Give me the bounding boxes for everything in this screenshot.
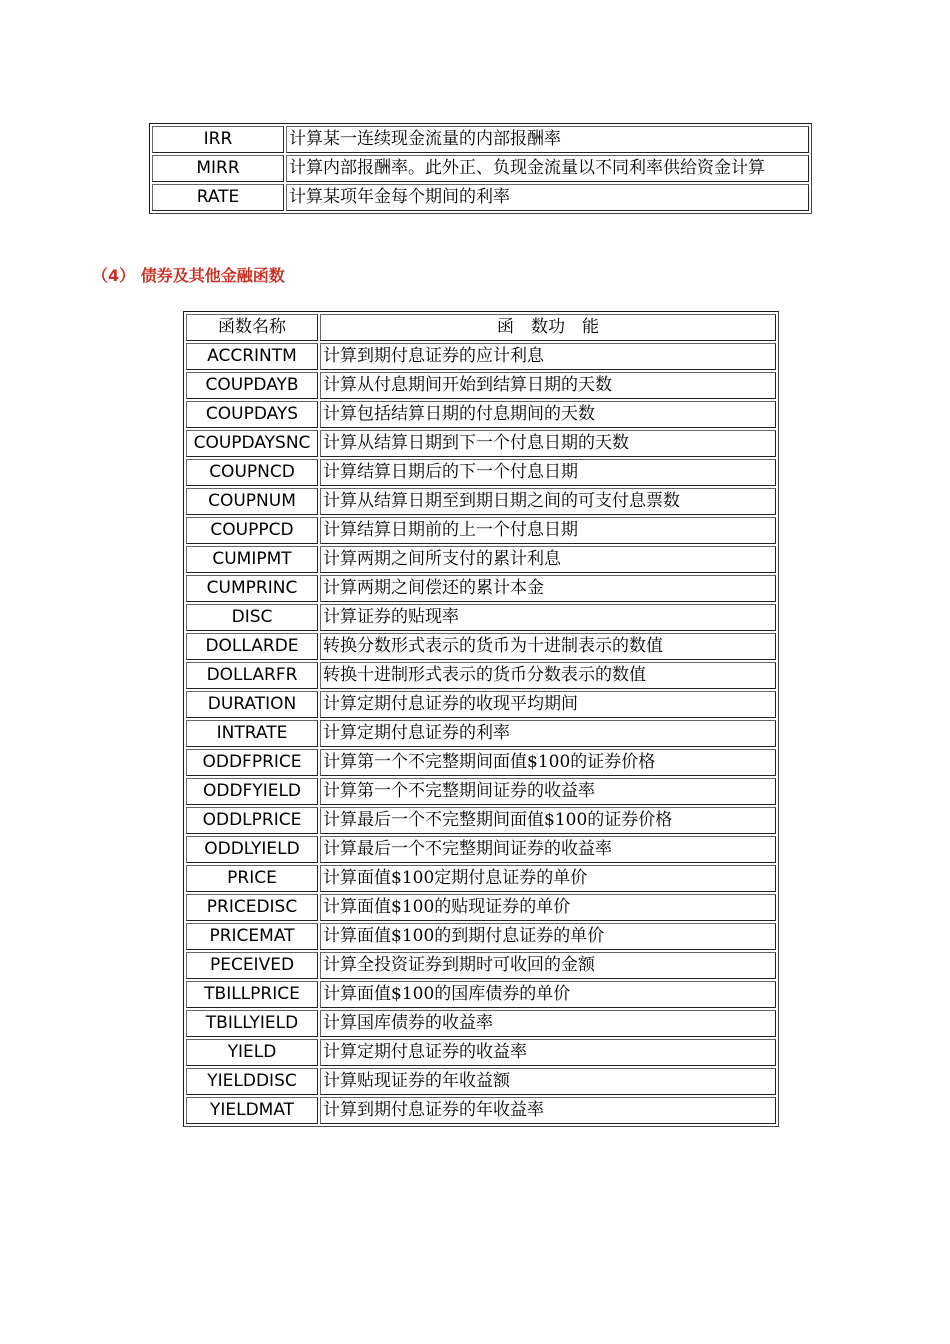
function-desc-cell: 计算某一连续现金流量的内部报酬率 bbox=[286, 126, 809, 153]
header-desc-cell: 函 数功 能 bbox=[320, 314, 776, 341]
function-name-cell: YIELDDISC bbox=[186, 1068, 318, 1095]
function-desc-cell: 计算定期付息证券的利率 bbox=[320, 720, 776, 747]
function-name-cell: RATE bbox=[152, 184, 284, 211]
table-row bbox=[186, 343, 776, 370]
function-desc-cell: 计算证券的贴现率 bbox=[320, 604, 776, 631]
function-name-cell: DISC bbox=[186, 604, 318, 631]
function-name-cell: ODDFYIELD bbox=[186, 778, 318, 805]
function-desc-cell: 计算某项年金每个期间的利率 bbox=[286, 184, 809, 211]
table-row bbox=[186, 488, 776, 515]
table-row bbox=[186, 372, 776, 399]
table-row bbox=[186, 459, 776, 486]
table-row bbox=[186, 981, 776, 1008]
function-name-cell: DURATION bbox=[186, 691, 318, 718]
function-name-cell: ODDLPRICE bbox=[186, 807, 318, 834]
function-desc-cell: 计算两期之间所支付的累计利息 bbox=[320, 546, 776, 573]
table-row bbox=[186, 894, 776, 921]
function-name-cell: PRICE bbox=[186, 865, 318, 892]
function-name-cell: COUPNUM bbox=[186, 488, 318, 515]
table-row bbox=[186, 749, 776, 776]
function-desc-cell: 转换十进制形式表示的货币分数表示的数值 bbox=[320, 662, 776, 689]
function-name-cell: TBILLPRICE bbox=[186, 981, 318, 1008]
table-row bbox=[186, 778, 776, 805]
function-name-cell: YIELD bbox=[186, 1039, 318, 1066]
function-desc-cell: 计算面值$100的到期付息证券的单价 bbox=[320, 923, 776, 950]
function-desc-cell: 计算从付息期间开始到结算日期的天数 bbox=[320, 372, 776, 399]
function-desc-cell: 计算最后一个不完整期间证券的收益率 bbox=[320, 836, 776, 863]
table-row bbox=[186, 604, 776, 631]
table-row bbox=[186, 546, 776, 573]
function-name-cell: DOLLARFR bbox=[186, 662, 318, 689]
function-desc-cell: 计算包括结算日期的付息期间的天数 bbox=[320, 401, 776, 428]
function-name-cell: ODDLYIELD bbox=[186, 836, 318, 863]
table-row bbox=[186, 720, 776, 747]
function-desc-cell: 转换分数形式表示的货币为十进制表示的数值 bbox=[320, 633, 776, 660]
table-row bbox=[186, 691, 776, 718]
table-row bbox=[186, 1068, 776, 1095]
function-name-cell: DOLLARDE bbox=[186, 633, 318, 660]
function-name-cell: CUMPRINC bbox=[186, 575, 318, 602]
function-name-cell: PRICEDISC bbox=[186, 894, 318, 921]
function-desc-cell: 计算从结算日期至到期日期之间的可支付息票数 bbox=[320, 488, 776, 515]
function-name-cell: COUPDAYS bbox=[186, 401, 318, 428]
function-name-cell: MIRR bbox=[152, 155, 284, 182]
function-name-cell: CUMIPMT bbox=[186, 546, 318, 573]
table-row bbox=[186, 517, 776, 544]
function-name-cell: IRR bbox=[152, 126, 284, 153]
function-desc-cell: 计算面值$100的国库债券的单价 bbox=[320, 981, 776, 1008]
table-row bbox=[186, 430, 776, 457]
function-desc-cell: 计算贴现证券的年收益额 bbox=[320, 1068, 776, 1095]
function-desc-cell: 计算定期付息证券的收现平均期间 bbox=[320, 691, 776, 718]
function-desc-cell: 计算第一个不完整期间证券的收益率 bbox=[320, 778, 776, 805]
table-row bbox=[186, 836, 776, 863]
function-name-cell: TBILLYIELD bbox=[186, 1010, 318, 1037]
table-row bbox=[186, 633, 776, 660]
function-desc-cell: 计算结算日期前的上一个付息日期 bbox=[320, 517, 776, 544]
table-row bbox=[152, 155, 809, 182]
header-name-cell: 函数名称 bbox=[186, 314, 318, 341]
function-desc-cell: 计算从结算日期到下一个付息日期的天数 bbox=[320, 430, 776, 457]
function-desc-cell: 计算第一个不完整期间面值$100的证券价格 bbox=[320, 749, 776, 776]
table-row bbox=[186, 807, 776, 834]
function-desc-cell: 计算结算日期后的下一个付息日期 bbox=[320, 459, 776, 486]
table-row bbox=[152, 126, 809, 153]
function-desc-cell: 计算定期付息证券的收益率 bbox=[320, 1039, 776, 1066]
function-name-cell: COUPPCD bbox=[186, 517, 318, 544]
function-name-cell: COUPNCD bbox=[186, 459, 318, 486]
function-desc-cell: 计算国库债券的收益率 bbox=[320, 1010, 776, 1037]
table-row bbox=[186, 923, 776, 950]
financial-functions-table-1 bbox=[149, 123, 812, 214]
function-desc-cell: 计算内部报酬率。此外正、负现金流量以不同利率供给资金计算 bbox=[286, 155, 809, 182]
table-row bbox=[186, 1097, 776, 1124]
table-row bbox=[186, 1039, 776, 1066]
section-heading: （4） 债券及其他金融函数 bbox=[92, 266, 285, 285]
function-desc-cell: 计算到期付息证券的应计利息 bbox=[320, 343, 776, 370]
bond-functions-table bbox=[183, 311, 779, 1127]
function-desc-cell: 计算面值$100定期付息证券的单价 bbox=[320, 865, 776, 892]
table-row bbox=[152, 184, 809, 211]
function-name-cell: PECEIVED bbox=[186, 952, 318, 979]
table-header-row bbox=[186, 314, 776, 341]
function-name-cell: INTRATE bbox=[186, 720, 318, 747]
function-desc-cell: 计算面值$100的贴现证券的单价 bbox=[320, 894, 776, 921]
function-desc-cell: 计算最后一个不完整期间面值$100的证券价格 bbox=[320, 807, 776, 834]
function-name-cell: PRICEMAT bbox=[186, 923, 318, 950]
function-name-cell: COUPDAYB bbox=[186, 372, 318, 399]
function-name-cell: COUPDAYSNC bbox=[186, 430, 318, 457]
function-name-cell: ACCRINTM bbox=[186, 343, 318, 370]
function-desc-cell: 计算到期付息证券的年收益率 bbox=[320, 1097, 776, 1124]
function-name-cell: ODDFPRICE bbox=[186, 749, 318, 776]
function-desc-cell: 计算全投资证券到期时可收回的金额 bbox=[320, 952, 776, 979]
function-desc-cell: 计算两期之间偿还的累计本金 bbox=[320, 575, 776, 602]
table-row bbox=[186, 952, 776, 979]
table-row bbox=[186, 1010, 776, 1037]
table-row bbox=[186, 401, 776, 428]
table-row bbox=[186, 865, 776, 892]
table-row bbox=[186, 662, 776, 689]
function-name-cell: YIELDMAT bbox=[186, 1097, 318, 1124]
table-row bbox=[186, 575, 776, 602]
